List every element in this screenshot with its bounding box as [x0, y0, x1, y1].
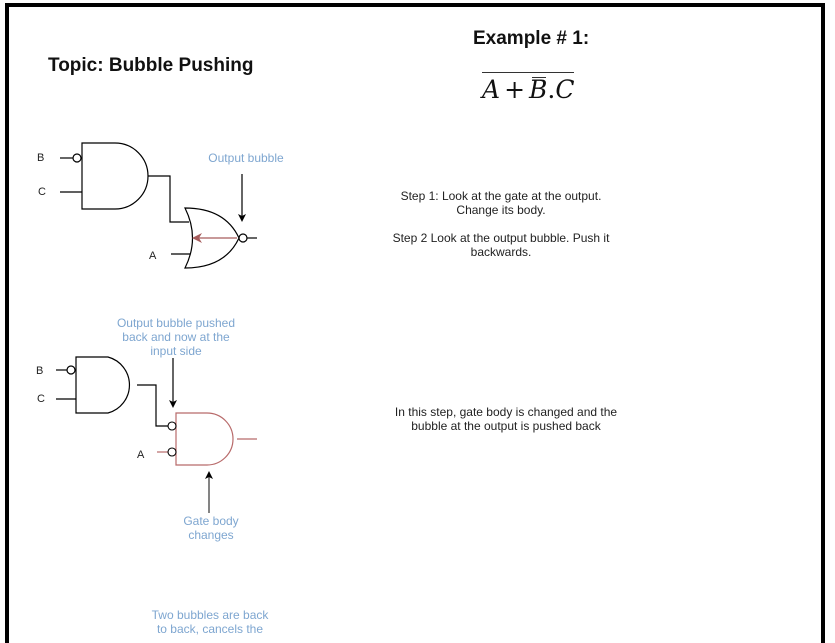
gate-body-note [161, 514, 261, 542]
op-plus: + [504, 75, 526, 104]
diagram1-and-gate [60, 143, 189, 222]
cancel-note-line2: to back, cancels the [156, 622, 264, 636]
cancel-bubbles-note [140, 608, 280, 636]
var-c: C [555, 75, 575, 104]
step3-line1: In this step, gate body is changed and the [394, 405, 618, 419]
step2-text [380, 231, 622, 259]
step1-text [380, 189, 622, 217]
cancel-note-line1: Two bubbles are back [151, 608, 269, 622]
var-a: A [482, 75, 501, 104]
note-line1: Output bubble pushed [116, 316, 236, 330]
var-b: B [529, 75, 548, 104]
bubble-pushed-note [106, 316, 246, 358]
output-bubble-note: Output bubble [208, 151, 284, 165]
input-label-c: C [38, 186, 46, 198]
step1-line2: Change its body. [456, 203, 546, 217]
diagram2-and-gate [56, 357, 168, 426]
gate-note-line1: Gate body [183, 514, 239, 528]
step1-line1: Step 1: Look at the gate at the output. [400, 189, 602, 203]
input-label-a2: A [137, 449, 145, 461]
note-line3: input side [150, 344, 202, 358]
step2-line2: backwards. [470, 245, 532, 259]
note-line2: back and now at the [122, 330, 230, 344]
input-label-c2: C [37, 393, 45, 405]
step3-line2: bubble at the output is pushed back [411, 419, 601, 433]
step3-text [380, 405, 632, 433]
example-title: Example # 1: [473, 28, 590, 49]
pushed-bubble-top [168, 422, 176, 430]
op-dot: . [547, 75, 556, 104]
gate-note-line2: changes [188, 528, 234, 542]
topic-title: Topic: Bubble Pushing [48, 55, 254, 76]
input-label-a: A [149, 250, 157, 262]
input-label-b2: B [36, 365, 44, 377]
diagram2-changed-and-gate [157, 413, 257, 465]
step2-line1: Step 2 Look at the output bubble. Push it [392, 231, 610, 245]
input-label-b: B [37, 152, 45, 164]
pushed-bubble-a [168, 448, 176, 456]
